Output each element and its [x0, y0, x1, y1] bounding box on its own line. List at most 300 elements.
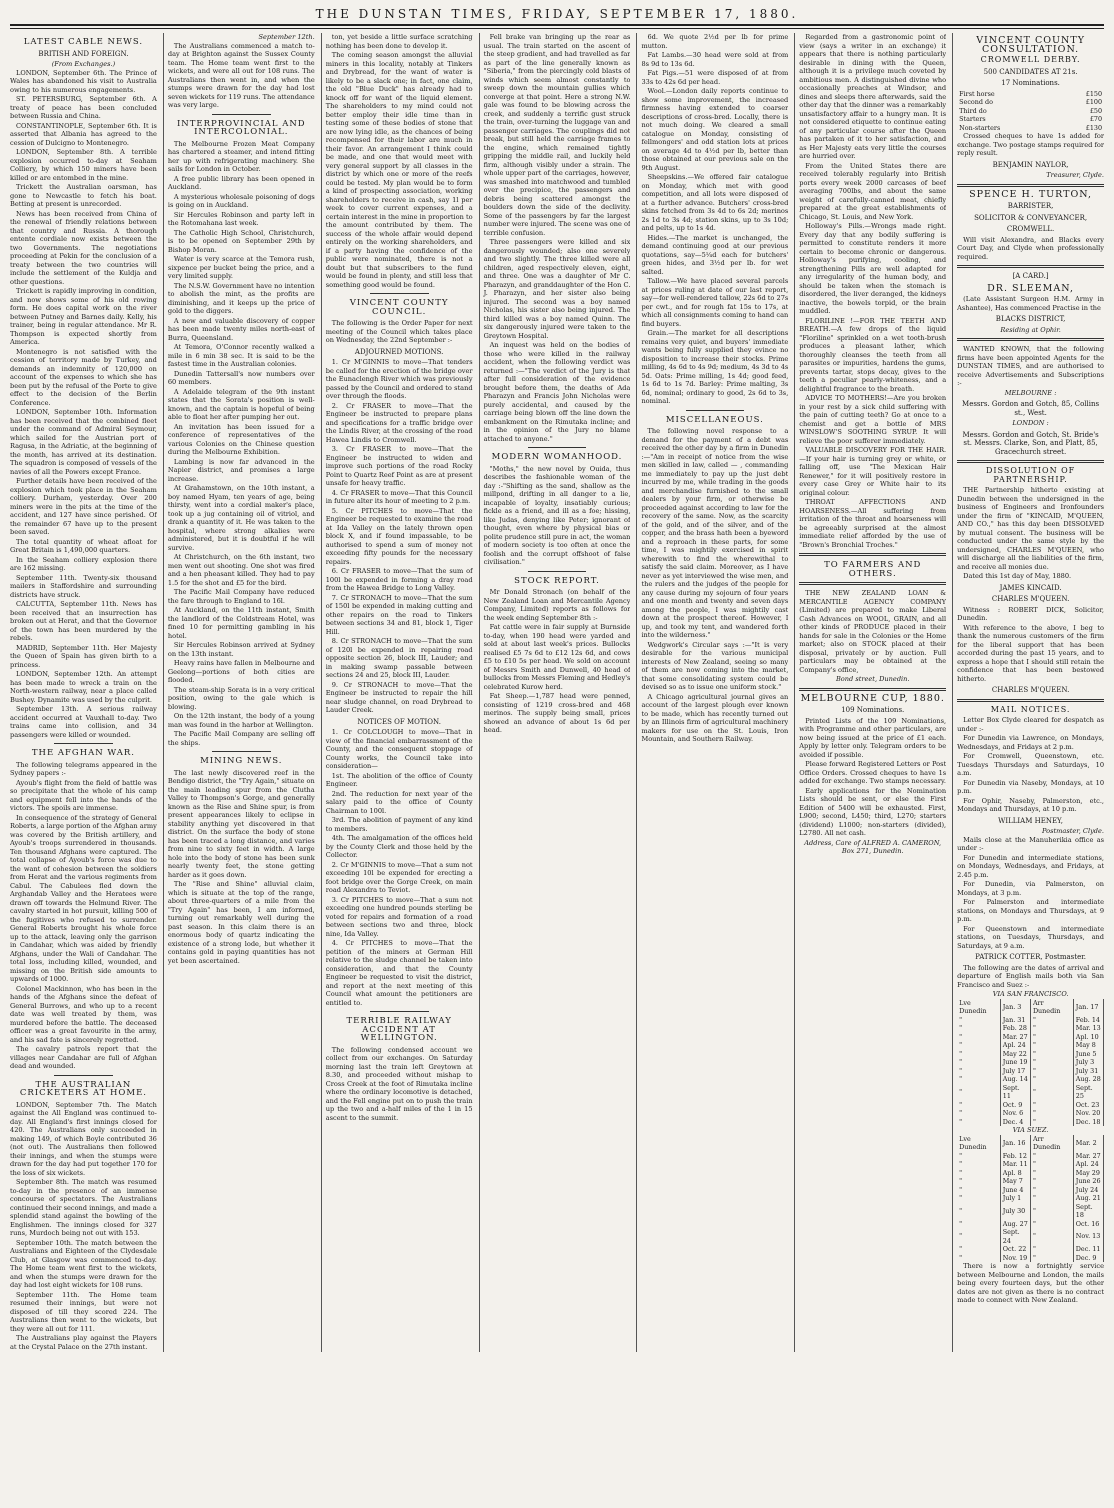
table-row — [957, 1084, 1103, 1101]
column-6 — [794, 33, 946, 1352]
paragraph: "Moths," the new novel by Ouida, thus describes the fashionable woman of the day :-"Shifting as the sand, shallow as the millpond, drifting in all danger to a lie, incapable of loyalty, insatiably curious; fickle as a friend, and ill as a foe; hissing, like Judas, denying like Peter; ignorant of thought, even where by physical bias or polite prudence still pure in act, the woman of modern society is too often at once the foolish and the corrupt offshoot of false civilisation." — [483, 464, 631, 566]
table-cell: " — [1030, 1118, 1073, 1127]
advertisement-text: Printed Lists of the 109 Nominations, with Programme and other particulars, are now being issued at the price of £1 each. Apply by letter only. Telegram orders to be avoided if possible. — [799, 716, 947, 759]
paragraph: Ayoub's flight from the field of battle was so precipitate that the whole of his camp and equipment fell into the hands of the victors. The spoils are immense. — [10, 778, 157, 812]
section-heading: STOCK REPORT. — [514, 575, 600, 586]
section-heading: THE AFGHAN WAR. — [31, 748, 135, 758]
advertisement-heading: MAIL NOTICES. — [990, 704, 1071, 714]
notice-text: Mails close at the Manuherikia office as under :- — [957, 835, 1105, 852]
table-cell: Sept. 25 — [1073, 1084, 1103, 1101]
section-heading: TERRIBLE RAILWAY ACCIDENT AT WELLINGTON. — [346, 1016, 452, 1043]
advertisement-subheading: BARRISTER, — [1007, 202, 1054, 210]
table-cell: " — [1030, 1228, 1073, 1245]
table-row — [957, 1220, 1103, 1229]
table-cell: July 17 — [1000, 1067, 1030, 1076]
paragraph: Fat Lambs.—30 head were sold at from 8s 9d to 13s 6d. — [641, 51, 789, 68]
table-cell: " — [957, 1186, 1000, 1195]
table-cell: " — [957, 1245, 1000, 1254]
paragraph: The Melbourne Frozen Meat Company has chartered a steamer, and intend fitting her up with refrigerating machinery. She sails for London in October. — [167, 139, 315, 173]
table-row — [957, 1058, 1103, 1067]
notice-text: Letter Box Clyde cleared for despatch as under :- — [957, 716, 1105, 733]
table-row — [957, 1101, 1103, 1110]
table-cell: " — [957, 1016, 1000, 1025]
table-cell: Aug. 28 — [1073, 1075, 1103, 1084]
table-cell: Aug. 21 — [1073, 1194, 1103, 1203]
paragraph: Water is very scarce at the Temora rush, sixpence per bucket being the price, and a very limited supply. — [167, 255, 315, 280]
subheading-note: (From Exchanges.) — [51, 60, 116, 68]
table-cell: Mar. 13 — [1073, 1024, 1103, 1033]
table-cell: " — [957, 1024, 1000, 1033]
prize-label: Second do — [959, 98, 993, 106]
notice-text: For Dunedin via Naseby, Mondays, at 10 p.m. — [957, 778, 1105, 795]
advertisement-tag: [A CARD.] — [1012, 272, 1049, 280]
table-row — [957, 1050, 1103, 1059]
table-cell: Dec. 4 — [1000, 1118, 1030, 1127]
divider — [799, 582, 946, 585]
column-3 — [321, 33, 473, 1352]
paragraph: 9. Cr STRONACH to move—That the Engineer be instructed to repair the hill near sludge channel, on road Drybread to Lauder Creek. — [325, 680, 473, 714]
subheading: ADJOURNED MOTIONS. — [354, 347, 444, 356]
prize-amount: £70 — [1089, 115, 1103, 123]
paragraph: The total quantity of wheat afloat for Great Britain is 1,490,000 quarters. — [10, 537, 157, 554]
table-cell: Feb. 28 — [1000, 1024, 1030, 1033]
table-cell: " — [957, 1101, 1000, 1110]
advertisement-note: MELBOURNE : — [1004, 388, 1057, 397]
signature-name: CHARLES M'QUEEN. — [991, 595, 1070, 603]
divider — [54, 1075, 113, 1076]
paragraph: An inquest was held on the bodies of those who were killed in the railway accident, when the following verdict was returned :—"The verdict of the Jury is that after full consideration of the evidence brought before them, the deaths of Ada Pharazyn and Francis John Nicholas were purely accidental, and caused by the carriage being blown off the line down the embankment on the Rimutaka incline; and in the opinion of the Jury no blame attached to anyone." — [483, 341, 631, 443]
prize-amount: £50 — [1089, 106, 1103, 115]
section-heading: INTERPROVINCIAL AND INTERCOLONIAL. — [176, 118, 306, 137]
table-cell: " — [957, 1084, 1000, 1101]
paragraph: 6. Cr FRASER to move—That the sum of 100l be expended in forming a dray road from the Hawea Bridge to Long Valley. — [325, 567, 473, 592]
paragraph: Hides.—The market is unchanged, the demand continuing good at our previous quotations, say—5¼d each for butchers' green hides, and 3½d per lb. for wet salted. — [641, 233, 789, 276]
paragraph: An invitation has been issued for a conference of representatives of the various Colonies on the Chinese question during the Melbourne Exhibition. — [167, 422, 315, 456]
table-cell: Nov. 19 — [1000, 1254, 1030, 1263]
prize-label: First horse — [959, 89, 995, 98]
divider — [686, 410, 745, 411]
table-cell: " — [957, 1177, 1000, 1186]
notice-text: For Cromwell, Queenstown, etc. Tuesdays Thursdays and Saturdays, 10 a.m. — [957, 752, 1105, 777]
table-cell: Sept. 24 — [1000, 1228, 1030, 1245]
advertisement-subheading: 500 CANDIDATES AT 21s. — [983, 67, 1078, 76]
table-cell: Dec. 11 — [1073, 1245, 1103, 1254]
paragraph: September 11th. Twenty-six thousand mailers in Staffordshire and surrounding districts have struck. — [10, 573, 157, 599]
table-cell: " — [1030, 1152, 1073, 1161]
table-cell: Apl. 10 — [1073, 1033, 1103, 1042]
signature-name: CHARLES M'QUEEN. — [991, 686, 1070, 694]
paragraph: Wool.—London daily reports continue to show some improvement, the increased firmness having extended to coarser descriptions of cross-bred. Locally, there is not much doing. We cleared a small catalogue on Monday, consisting of fellmongers' and odd station lots at prices on average 4d to 4½d per lb, better than those obtained at our previous sale on the 9th August. — [641, 87, 789, 172]
prize-amount: £100 — [1085, 98, 1103, 106]
paragraph: In consequence of the strategy of General Roberts, a large portion of the Afghan army was covered by the British artillery, and Ayoub's troops surrendered in thousands. Ten thousand Afghans were captured. The total collapse of Ayoub's force was due to the want of cohesion between the soldiers from Herat and the various regiments from Cabul. The Cabulees fled down the Arghandab Valley and the Heratees were drawn off towards the Helmund River. The cavalry started in hot pursuit, killing 500 of the fugitives who refused to surrender. General Roberts brought his whole force up to the attack, leaving only the garrison in Candahar, which was aided by friendly Afghans, under the Wali of Candahar. The total loss, including killed, wounded, and missing on the British side amounts to upwards of 1000. — [10, 813, 157, 983]
paragraph: 7. Cr STRONACH to move—That the sum of 150l be expended in making cutting and other repairs on the road to Tinkers between sections 34 and 81, block 1, Tiger Hill. — [325, 593, 473, 636]
paragraph: ADVICE TO MOTHERS!—Are you broken in your rest by a sick child suffering with the pain of cutting teeth? Go at once to a chemist and get a bottle of MRS WINSLOW'S SOOTHING SYRUP. It will relieve the poor sufferer immediately. — [799, 394, 947, 445]
divider — [957, 184, 1104, 187]
paragraph: September 13th. A serious railway accident occurred at Vauxhall to-day. Two trains came into collision, and 34 passengers were killed or wounded. — [10, 705, 157, 739]
advertiser-role: Treasurer, Clyde. — [1046, 171, 1105, 179]
table-cell: " — [1030, 1050, 1073, 1059]
table-cell: Jan. 31 — [1000, 1016, 1030, 1025]
column-7 — [952, 33, 1104, 1352]
paragraph: Holloway's Pills.—Wrongs made right. Every day that any bodily suffering is permitted to constitute renders it more certain to become chronic or dangerous. Holloway's purifying, cooling, and strengthening Pills are well adapted for any irregularity of the human body, and should be taken when the stomach is disordered, the liver deranged, the kidneys inactive, the bowels torpid, or the brain muddled. — [799, 222, 947, 315]
table-cell: " — [1030, 1075, 1073, 1084]
table-cell: Jan. 16 — [1000, 1135, 1030, 1152]
table-cell: " — [1030, 1245, 1073, 1254]
table-cell: Lve Dunedin — [957, 999, 1000, 1016]
paragraph: The Catholic High School, Christchurch, is to be opened on September 29th by Bishop Moran. — [167, 228, 315, 254]
advertisement-text: Please forward Registered Letters or Post Office Orders. Crossed cheques to have 1s added for exchange. Two stamps necessary. — [799, 760, 947, 785]
table-cell: " — [957, 1058, 1000, 1067]
paragraph: Regarded from a gastronomic point of view (says a writer in an exchange) it appears that there is nothing particularly desirable in dining with the Queen, although it is a privilege much coveted by ambitious men. A distinguished divine who occasionally preaches at Windsor, and dines and sleeps there afterwards, said the other day that the dinner was a remarkably unsatisfactory affair to a hungry man. It is not considered etiquette to continue eating of any particular course after the Queen has partaken of it to her satisfaction, and as Her Majesty eats very little the courses are hurried over. — [799, 33, 947, 160]
divider — [799, 553, 946, 556]
prize-label: Starters — [959, 115, 986, 123]
paragraph: The following telegrams appeared in the Sydney papers :- — [10, 760, 157, 777]
paragraph: The cavalry patrols report that the villages near Candahar are full of Afghan dead and wounded. — [10, 1045, 157, 1070]
paragraph: 4. Cr FRASER to move—That this Council in future alter its hour of meeting to 2 p.m. — [325, 488, 473, 505]
divider — [528, 447, 587, 448]
paragraph: At Auckland, on the 11th instant, Smith the landlord of the Coldstream Hotel, was fined 10 for permitting gambling in his hotel. — [167, 606, 315, 640]
paragraph: CONSTANTINOPLE, September 6th. It is asserted that Albania has agreed to the cession of Dulcigno to Montenegro. — [10, 121, 157, 147]
table-cell: " — [1030, 1033, 1073, 1042]
notice-text: For Dunedin via Lawrence, on Mondays, Wednesdays, and Fridays at 2 p.m. — [957, 734, 1105, 751]
columns — [10, 33, 1104, 1352]
table-cell: Jan. 17 — [1073, 999, 1103, 1016]
table-row — [957, 1203, 1103, 1220]
paragraph: The Pacific Mail Company are selling off the ships. — [167, 730, 315, 747]
advertisement-subheading: 109 Nominations. — [841, 706, 905, 714]
paragraph: FLORILINE !—FOR THE TEETH AND BREATH.—A few drops of the liquid "Floriline" sprinkled on a wet tooth-brush produces a pleasant lather, which thoroughly cleanses the teeth from all parasites or impurities, hardens the gums, prevents tartar, stops decay, gives to the teeth a peculiar pearly-whiteness, and a delightful fragrance to the breath. — [799, 316, 947, 393]
paragraph: September 11th. The Home team resumed their innings, but were not disposed of till they scored 224. The Australians then went to the wickets, but they were all out for 111. — [10, 1290, 157, 1333]
table-cell: " — [957, 1220, 1000, 1229]
table-cell: July 1 — [1000, 1194, 1030, 1203]
advertisement-heading: VINCENT COUNTY CONSULTATION. — [976, 35, 1085, 55]
divider — [54, 743, 113, 744]
paragraph: 2. Cr M'GINNIS to move—That a sum not exceeding 10l be expended for erecting a foot bridge over the Gorge Creek, on main road Alexandra to Teviot. — [325, 860, 473, 894]
paragraph: Sheepskins.—We offered fair catalogue on Monday, which met with good competition, and all lots were disposed of at a further advance. Butchers' cross-bred skins fetched from 3s 4d to 6s 2d; merinos 2s 1d to 3s 4d; station skins, up to 3s 10d; and pelts, up to 1s 4d. — [641, 173, 789, 232]
table-row — [957, 1041, 1103, 1050]
table-row — [957, 1228, 1103, 1245]
divider — [212, 751, 271, 752]
section-heading: THE AUSTRALIAN CRICKETERS AT HOME. — [19, 1079, 147, 1098]
table-cell: Sept. 18 — [1073, 1203, 1103, 1220]
divider — [528, 571, 587, 572]
paragraph: In the Seaham colliery explosion there are 162 missing. — [10, 555, 157, 572]
table-cell: June 5 — [1073, 1050, 1103, 1059]
table-cell: Arr Dunedin — [1030, 999, 1073, 1016]
section-heading: VINCENT COUNTY COUNCIL. — [349, 298, 449, 317]
notice-text: The following are the dates of arrival and departure of English mails both via San Francisco and Suez :- — [957, 963, 1105, 989]
table-cell: Nov. 13 — [1073, 1228, 1103, 1245]
column-4 — [479, 33, 631, 1352]
mail-table-body — [957, 1152, 1103, 1263]
paragraph: From the United States there are received tolerably regularly into British ports every week 2000 carcases of beef averaging 700lbs, and about the same weight of carefully-canned meat, chiefly prepared at the great establishments of Chicago, St. Louis, and New York. — [799, 161, 947, 221]
table-cell: " — [957, 1109, 1000, 1118]
paragraph: LONDON, September 12th. An attempt has been made to wreck a train on the North-western railway, near a place called Bushey. Dynamite was used by the culprit. — [10, 670, 157, 704]
prize-label: Non-starters — [959, 123, 1001, 132]
table-row — [957, 1067, 1103, 1076]
section-heading: TO FARMERS AND OTHERS. — [824, 560, 922, 579]
table-cell: Nov. 6 — [1000, 1109, 1030, 1118]
table-row — [957, 98, 1104, 107]
paragraph: Fat Sheep.—1,787 head were penned, consisting of 1219 cross-bred and 468 merinos. The supply being small, prices showed an advance of about 1s 6d per head. — [483, 692, 631, 734]
paragraph: A Adelaide telegram of the 9th instant states that the Sorata's position is well-known, and the captain is hopeful of being able to float her after pumping her out. — [167, 387, 315, 421]
table-cell: Dec. 18 — [1073, 1118, 1103, 1127]
table-cell: Oct. 23 — [1073, 1101, 1103, 1110]
paragraph: Heavy rains have fallen in Melbourne and Geelong—portions of both cities are flooded. — [167, 659, 315, 684]
column-5 — [636, 33, 788, 1352]
advertisement-text: (Late Assistant Surgeon H.M. Army in Ashantee), Has commenced Practise in the — [957, 295, 1105, 312]
paragraph: A mysterious wholesale poisoning of dogs is going on in Auckland. — [167, 192, 315, 209]
paragraph: A new and valuable discovery of copper has been made twenty miles north-east of Burra, Queensland. — [167, 316, 315, 342]
table-cell: July 30 — [1000, 1203, 1030, 1220]
table-cell: Sept. 11 — [1000, 1084, 1030, 1101]
table-cell: Oct. 9 — [1000, 1101, 1030, 1110]
paragraph: The Australians play against the Players at the Crystal Palace on the 27th instant. — [10, 1334, 157, 1351]
paragraph: The N.S.W. Government have no intention to abolish the mint, as the profits are diminishing, and it keeps up the price of gold to the diggers. — [167, 281, 315, 315]
masthead: THE DUNSTAN TIMES, FRIDAY, SEPTEMBER 17, 1880. — [315, 7, 799, 21]
table-cell: Lve Dunedin — [957, 1135, 1000, 1152]
paragraph: Dunedin Tattersall's now numbers over 60 members. — [167, 369, 315, 386]
table-cell: " — [957, 1160, 1000, 1169]
paragraph: At Temora, O'Connor recently walked a mile in 6 min 38 sec. It is said to be the fastest time in the Australian colonies. — [167, 343, 315, 368]
mail-table-suez — [957, 1135, 1104, 1263]
table-cell: Apl. 24 — [1073, 1160, 1103, 1169]
table-cell: " — [957, 1194, 1000, 1203]
table-cell: " — [957, 1118, 1000, 1127]
paragraph: Further details have been received of the explosion which took place in the Seaham colliery. Durham, yesterday. Over 200 miners were in the pits at the time of the accident, and 127 have since perished. Of the remainder 67 have up to the present been saved. — [10, 477, 157, 536]
table-cell: " — [957, 1203, 1000, 1220]
advertisement-subheading: SOLICITOR & CONVEYANCER, — [974, 213, 1088, 222]
table-cell: May 7 — [1000, 1177, 1030, 1186]
mail-table-label: VIA SAN FRANCISCO. — [992, 990, 1069, 998]
paragraph: The coming season amongst the alluvial miners in this locality, notably at Tinkers and Drybread, for the want of water is likely to be a slack one; in fact, one claim, the old "Blue Duck" has already had to knock off for want of the liquid element. The shareholders to my mind could not better employ their idle time than in testing some of these bodies of stone that are now lying idle, as the chances of being recompensed for their labor are much in their favor. An arrangement I think could be made, and one that would meet with very general support by all classes in the district by which one or more of the reefs could be tested. My plan would be to form a kind of prospecting association, working shareholders to receive in cash, say 1l per week to cover current expenses, and a certain interest in the mine in proportion to the amount contributed by them. The success of the whole affair would depend entirely on the working shareholders, and if a party having the confidence of the public were nominated, there is not a doubt but that subscribers to the fund would be found in plenty, and still less that something good would be found. — [325, 51, 473, 289]
column-2 — [163, 33, 315, 1352]
advertisement-text: Messrs. Gordon and Gotch, 85, Collins st., West. — [962, 400, 1100, 417]
table-cell: May 29 — [1073, 1169, 1103, 1178]
table-cell: Aug. 27 — [1000, 1220, 1030, 1229]
column-1 — [10, 33, 157, 1352]
paragraph: Tallow.—We have placed several parcels at prices ruling at date of our last report, say—for well-rendered tallow, 22s 6d to 27s per cwt., and for rough fat 15s to 17s, at which all consignments coming to hand can find buyers. — [641, 277, 789, 328]
table-cell: Mar. 27 — [1073, 1152, 1103, 1161]
paragraph: The following is the Order Paper for next meeting of the Council which takes place on Wednesday, the 22nd September :- — [325, 319, 473, 344]
paragraph: 1. Cr COLCLOUGH to move—That in view of the financial embarrassment of the County, and the consequent stoppage of County works, the Council take into consideration— — [325, 728, 473, 770]
table-cell: " — [957, 1254, 1000, 1263]
paragraph: Sir Hercules Robinson arrived at Sydney on the 13th instant. — [167, 641, 315, 658]
advertisement-heading: SPENCE H. TURTON, — [969, 188, 1093, 200]
paragraph: LONDON, September 8th. A terrible explosion occurred to-day at Seaham Colliery, by which 150 miners have been killed or are entombed in the mine. — [10, 148, 157, 182]
table-cell: June 19 — [1000, 1058, 1030, 1067]
table-cell: Jan. 3 — [1000, 999, 1030, 1016]
paragraph: The following novel response to a demand for the payment of a debt was received the other day by a firm in Dunedin :—"Am in receipt of notice from the wise men skilled in law, called — , commanding me immediately to pay up the just debt incurred by me, while trading in the goods and merchandise furnished to the small dealers by your firm, or otherwise be proceeded against according to law for the recovery of the same. Now, as the scarcity of the gold, and of the silver, and of the copper, and the brass hath been a byeword and a reproach in these parts, for some time, I was mightily exercised in spirit wherewith to find the wherewithal to satisfy the said claim. Moreover, as I have never as yet interviewed the wise men, and the rulers and the judges of the people for any cause during my sojourn of four years and one month and twenty and seven days among the people, I was mightily cast down at the prospect thereof. However, I up, and took my tent, and wandered forth into the wilderness." — [641, 427, 789, 639]
section-heading: MISCELLANEOUS. — [665, 414, 764, 425]
table-cell: Apl. 24 — [1000, 1041, 1030, 1050]
paragraph: 1st. The abolition of the office of County Engineer. — [325, 771, 473, 788]
paragraph: On the 12th instant, the body of a young man was found in the harbor at Wellington. — [167, 712, 315, 729]
table-cell: July 31 — [1073, 1067, 1103, 1076]
advertisement-subheading: CROMWELL DERBY. — [980, 55, 1081, 64]
advertisement-text: Messrs. Gordon and Gotch, St. Bride's st. Messrs. Clarke, Son, and Platt, 85, Gracechurch street. — [962, 430, 1099, 456]
table-row — [957, 1254, 1103, 1263]
paragraph: Fell brake van bringing up the rear as usual. The train started on the ascent of the steep gradient, and had travelled as far as part of the line generally known as "Siberia," from the piercingly cold blasts of winds which seem almost constantly to sweep down the mountain gullies which converge at that point. Here a strong N.W. gale was found to be blowing across the creek, and suddenly a terrific gust struck the train, over-turning the luggage van and passenger carriages. The couplings did not break, but still held the carriage frames to the engine, which remained tightly gripping the middle rail, and luckily held firm, although visibly under a strain. The whole upper part of the carriages, however, was smashed into matchwood and tumbled over the precipice, the passengers and debris being scattered amongst the boulders down the side of the declivity. Some of the passengers by far the largest number were injured. The scene was one of terrible confusion. — [483, 33, 631, 237]
paragraph: Mr Donald Stronach (on behalf of the New Zealand Loan and Mercantile Agency Company, Limited) reports as follows for the week ending September 8th :- — [483, 588, 631, 622]
masthead-rule — [10, 24, 1104, 29]
paragraph: ST. PETERSBURG, September 6th. A treaty of peace has been concluded between Russia and China. — [10, 95, 157, 120]
advertisement-text: Will visit Alexandra, and Blacks every Court Day, and Clyde when professionally required. — [957, 235, 1105, 261]
advertisement-note: LONDON : — [1012, 419, 1049, 427]
paragraph: 3rd. The abolition of payment of any kind to members. — [325, 816, 473, 833]
table-cell: " — [957, 1050, 1000, 1059]
advertisement-heading: MELBOURNE CUP, 1880. — [800, 692, 945, 704]
paragraph: Fat cattle were in fair supply at Burnside to-day, when 190 head were yarded and sold at about last week's prices. Bullocks realised £5 7s 6d to £12 12s 6d, and cows £5 to £10 5s per head. We sold on account of Messrs Smith and Dunwell, 40 head of bullocks from Messrs Fleming and Hedley's celebrated Kurow herd. — [483, 623, 631, 691]
advertisement-text: Crossed cheques to have 1s added for exchange. Two postage stamps required for reply result. — [957, 132, 1105, 157]
table-row — [957, 1186, 1103, 1195]
table-cell: " — [957, 1033, 1000, 1042]
table-row — [957, 1152, 1103, 1161]
mail-table-sf — [957, 999, 1104, 1127]
signature-name: WILLIAM HENEY, — [998, 816, 1064, 825]
table-cell: " — [957, 1075, 1000, 1084]
mail-table-body — [957, 1016, 1103, 1127]
table-cell: " — [1030, 1220, 1073, 1229]
paragraph: THROAT AFFECTIONS AND HOARSENESS.—All suffering from irritation of the throat and hoarseness will be agreeably surprised at the almost immediate relief afforded by the use of "Brown's Bronchial Troches." — [799, 498, 947, 549]
prize-table — [957, 90, 1104, 133]
dateline: September 12th. — [258, 33, 315, 41]
paragraph: 4th. The amalgamation of the offices held by the County Clerk and those held by the Collector. — [325, 834, 473, 859]
signature-name: PATRICK COTTER, Postmaster. — [975, 953, 1087, 961]
table-cell: Aug. 14 — [1000, 1075, 1030, 1084]
advertisement-text: With reference to the above, I beg to thank the numerous customers of the firm for the liberal support that has been accorded during the past 15 years, and to express a hope that I should still retain the confidence that has been bestowed hitherto. — [957, 623, 1105, 683]
notice-text: There is now a fortnightly service between Melbourne and London, the mails being every fourteen days, but the other dates are not given as there is no contract made to connect with New Zealand. — [957, 1262, 1105, 1304]
table-cell: " — [1030, 1024, 1073, 1033]
paragraph: LONDON, September 7th. The Match against the All England was continued to-day. All England's first innings closed for 420. The Australians only succeeded in making 149, of which Boyle contributed 36 (not out). The Australians then followed their innings, and when the stumps were drawn for the day had put together 170 for the loss of six wickets. — [10, 1100, 157, 1177]
subheading: BRITISH AND FOREIGN. — [38, 49, 129, 58]
table-cell: Mar. 2 — [1073, 1135, 1103, 1152]
paragraph: 2. Cr FRASER to move—That the Engineer be instructed to prepare plans and specifications for a traffic bridge over the Lindis River, at the crossing of the road Hawea Lindis to Cromwell. — [325, 401, 473, 444]
divider — [957, 265, 1104, 268]
divider — [957, 699, 1104, 702]
prize-amount: £130 — [1085, 123, 1103, 132]
advertiser-name: BENJAMIN NAYLOR, — [992, 160, 1069, 169]
paragraph: The Australians commenced a match to-day at Brighton against the Sussex County team. The Home team went first to the wickets, and were all out for 108 runs. The Australians then went in, and when the stumps were drawn for the day had lost seven wickets for 119 runs. The attendance was very large. — [167, 41, 315, 109]
table-row — [957, 1169, 1103, 1178]
table-cell: " — [957, 1041, 1000, 1050]
table-cell: May 8 — [1073, 1041, 1103, 1050]
table-row — [957, 1033, 1103, 1042]
subheading: NOTICES OF MOTION. — [357, 717, 441, 726]
table-row — [957, 1118, 1103, 1127]
divider — [799, 688, 946, 691]
paragraph: September 8th. The match was resumed to-day in the presence of an immense concourse of spectators. The Australians continued their second innings, and made a splendid stand against the bowling of the Englishmen. The innings closed for 327 runs, Murdoch being not out with 153. — [10, 1178, 157, 1237]
paragraph: September 10th. The match between the Australians and Eighteen of the Clydesdale Club, at Glasgow was commenced to-day. The Home team went first to the wickets, and when the stumps were drawn for the day had lost eight wickets for 108 runs. — [10, 1238, 157, 1289]
paragraph: Lambing is now far advanced in the Napier district, and promises a large increase. — [167, 457, 315, 483]
table-row — [957, 1177, 1103, 1186]
notice-text: For Ophir, Naseby, Palmerston, etc., Mondays and Thursdays, at 10 p.m. — [957, 796, 1105, 813]
paragraph: Colonel Mackinnon, who has been in the hands of the Afghans since the defeat of General Burrows, and who up to a recent date was well treated by them, was murdered before the battle. The deceased officer was a great favourite in the army, and his sad fate is sincerely regretted. — [10, 984, 157, 1044]
divider — [957, 460, 1104, 463]
table-row — [957, 1245, 1103, 1254]
table-row — [957, 1109, 1103, 1118]
advertisement-text: Witness : ROBERT DICK, Solicitor, Dunedin. — [957, 605, 1105, 622]
table-row — [957, 1194, 1103, 1203]
paragraph: 6d. We quote 2½d per lb for prime mutton. — [641, 33, 789, 50]
table-cell: Oct. 16 — [1073, 1220, 1103, 1229]
table-cell: Mar. 11 — [1000, 1160, 1030, 1169]
paragraph: Three passengers were killed and six dangerously wounded; also one severely and two slightly. The three killed were all children, aged respectively eleven, eight, and three. One was a daughter of Mr C. Pharazyn, and granddaughter of the Hon C. J. Pharazyn, and her sister also being injured. The second was a boy named Nicholas, his sister also being injured. The third killed was a boy named Quinn. The six dangerously injured were taken to the Greytown Hospital. — [483, 238, 631, 340]
paragraph: News has been received from China of the renewal of friendly relations between that country and Russia. A thorough entente cordiale now exists between the two Governments. The negotiations proceeding at Pekin for the conclusion of a treaty between the two countries will include the settlement of the Kuldja and other questions. — [10, 209, 157, 286]
paragraph: At Grahamstown, on the 10th instant, a boy named Hyam, ten years of age, being thirsty, went into a cordial maker's place, took up a jug containing oil of vitriol, and drank a quantity of it. He was taken to the hospital, where strong alkalies were administered, but it is doubtful if he will survive. — [167, 484, 315, 552]
paragraph: Trickett the Australian oarsman, has gone to Newcastle to fetch his boat. Betting at present is unrecorded. — [10, 183, 157, 208]
notice-text: For Palmerston and intermediate stations, on Mondays and Thursdays, at 9 p.m. — [957, 898, 1105, 923]
paragraph: 8. Cr STRONACH to move—That the sum of 120l be expended in repairing road opposite section 26, block III, Lauder; and in making swamp passable between sections 24 and 25, block III, Lauder. — [325, 637, 473, 679]
notice-text: For Queenstown and intermediate stations, on Tuesdays, Thursdays, and Saturdays, at 9 a.m. — [957, 924, 1105, 950]
paragraph: Wedgwork's Circular says :—"It is very desirable for the various municipal interests of New Zealand, seeing so many of them are now coming into the market, that some consolidating system could be devised so as to issue one uniform stock." — [641, 640, 789, 691]
advertisement-subheading: CROMWELL. — [1006, 225, 1055, 233]
advertisement-text: Dated this 1st day of May, 1880. — [963, 572, 1072, 580]
table-cell: June 26 — [1073, 1177, 1103, 1186]
advertisement-heading: DISSOLUTION OF PARTNERSHIP. — [985, 466, 1076, 484]
paragraph: The last newly discovered reef in the Bendigo district, the "Try Again," situate on the main leading spur from the Clutha Valley to Thompson's Gorge, and generally known as the Rise and Shine spur, is from present appearances likely to eclipse in stability anything yet discovered in that district. On the surface the body of stone has been traced a long distance, and varies from nine to sixty feet in width. A large hole into the body of stone has been sunk nearly twenty feet, the stone getting harder as it goes down. — [167, 768, 315, 879]
table-cell: Dec. 9 — [1073, 1254, 1103, 1263]
table-cell: " — [1030, 1058, 1073, 1067]
paragraph: 3. Cr PITCHES to move—That a sum not exceeding one hundred pounds sterling be voted for repairs and formation of a road between sections two and three, block nine, Ida Valley. — [325, 895, 473, 938]
paragraph: Sir Hercules Robinson and party left in the Rotomahana last week. — [167, 210, 315, 227]
paragraph: CALCUTTA, September 11th. News has been received that an insurrection has broken out at Herat, and that the Governor of the town has been murdered by the rebels. — [10, 600, 157, 642]
paragraph: At Christchurch, on the 6th instant, two men went out shooting. One shot was fired and a hen pheasant killed. They had to pay 1.5 for the shot and £5 for the bird. — [167, 553, 315, 587]
paragraph: 4. Cr PITCHES to move—That the petition of the miners at German Hill relative to the sludge channel be taken into consideration, and that the County Engineer be requested to visit the district, and report at the next meeting of this Council what amount the petitioners are entitled to. — [325, 939, 473, 1007]
section-heading: MINING NEWS. — [200, 756, 283, 766]
divider — [370, 293, 429, 294]
table-cell: July 3 — [1073, 1058, 1103, 1067]
paragraph: 2nd. The reduction for next year of the salary paid to the office of County Chairman to 100l. — [325, 789, 473, 815]
paragraph: LONDON, September 6th. The Prince of Wales has abandoned his visit to Australia owing to his numerous engagements. — [10, 68, 157, 94]
advertisement-subheading: 17 Nominations. — [1001, 79, 1060, 87]
table-cell: " — [1030, 1160, 1073, 1169]
paragraph: A free public library has been opened in Auckland. — [167, 174, 315, 191]
table-row — [957, 1075, 1103, 1084]
signature-name: JAMES KINCAID. — [999, 583, 1062, 592]
paragraph: The Pacific Mail Company have reduced the fare through to England to 16l. — [167, 588, 315, 605]
table-cell: " — [1030, 1186, 1073, 1195]
paragraph: The steam-ship Sorata is in a very critical position, owing to the gale which is blowing. — [167, 685, 315, 711]
paragraph: LONDON, September 10th. Information has been received that the combined fleet under the command of Admiral Seymour, which sailed for the Austrian port of Ragusa, in the Adriatic, at the beginning of the month, has arrived at its destination. The squadron is composed of vessels of the navies of all the Powers except France. — [10, 408, 157, 476]
paragraph: Montenegro is not satisfied with the cession of territory made by Turkey, and demands an indemnity of 120,000 on account of the expenses to which she has been put by the refusal of the Porte to give effect to the decision of the Berlin Conference. — [10, 347, 157, 407]
notice-text: For Dunedin, via Palmerston, on Mondays, at 3 p.m. — [957, 880, 1105, 897]
table-cell: Oct. 22 — [1000, 1245, 1030, 1254]
paragraph: 5. Cr PITCHES to move—That the Engineer be requested to examine the road at Ida Valley on the lately thrown open block X, and if found impassable, to be authorised to spend a sum of money not exceeding fifty pounds for the necessary repairs. — [325, 506, 473, 566]
table-cell: " — [1030, 1177, 1073, 1186]
advertisement-subheading: BLACKS DISTRICT, — [995, 315, 1066, 323]
advertisement-text: THE NEW ZEALAND LOAN & MERCANTILE AGENCY COMPANY (Limited) are prepared to make Liberal Cash Advances on WOOL, GRAIN, and all other kinds of PRODUCE placed in their hands for sale in the Colonies or the Home market; also on STOCK placed at their disposal, privately or by auction. Full particulars may be obtained at the Company's office, — [799, 589, 947, 674]
advertisement-text: WANTED KNOWN, that the following firms have been appointed Agents for the DUNSTAN TIMES, and are authorised to receive Advertisements and Subscriptions :- — [957, 345, 1105, 387]
signature-role: Postmaster, Clyde. — [1042, 827, 1105, 835]
paragraph: Grain.—The market for all descriptions remains very quiet, and buyers' immediate wants being fully supplied they evince no disposition to increase their stocks. Prime milling, 4s 6d to 4s 9d; medium, 4s 3d to 4s 5d. Oats: Prime milling, 1s 4d; good feed, 1s 6d to 1s 7d. Barley: Prime malting, 3s 6d, nominal; ordinary to good, 2s 6d to 3s, nominal. — [641, 329, 789, 405]
paragraph: A Chicago agricultural journal gives an account of the largest plough ever known to be made, which has recently turned out by an Illinois firm of agricultural machinery makers for use on the St. Louis, Iron Mountain, and Southern Railway. — [641, 692, 789, 743]
table-cell: " — [1030, 1194, 1073, 1203]
table-row — [957, 124, 1104, 133]
paragraph: MADRID, September 11th. Her Majesty the Queen of Spain has given birth to a princess. — [10, 643, 157, 669]
table-cell: Feb. 14 — [1073, 1016, 1103, 1025]
table-cell: Mar. 27 — [1000, 1033, 1030, 1042]
table-cell: " — [957, 1228, 1000, 1245]
table-cell: " — [957, 1169, 1000, 1178]
table-cell: " — [1030, 1084, 1073, 1101]
table-cell: " — [1030, 1109, 1073, 1118]
table-row — [957, 115, 1104, 124]
table-cell: Nov. 20 — [1073, 1109, 1103, 1118]
table-cell: " — [1030, 1254, 1073, 1263]
advertisement-note: Residing at Ophir. — [1000, 325, 1061, 334]
paragraph: The "Rise and Shine" alluvial claim, which is situate at the top of the range, about three-quarters of a mile from the "Try Again" has been, I am informed, turning out remarkably well during the past season. In this claim there is an enormous body of quartz indicating the existence of a strong lode, but whether it contains gold in paying quantities has not yet been ascertained. — [167, 880, 315, 965]
